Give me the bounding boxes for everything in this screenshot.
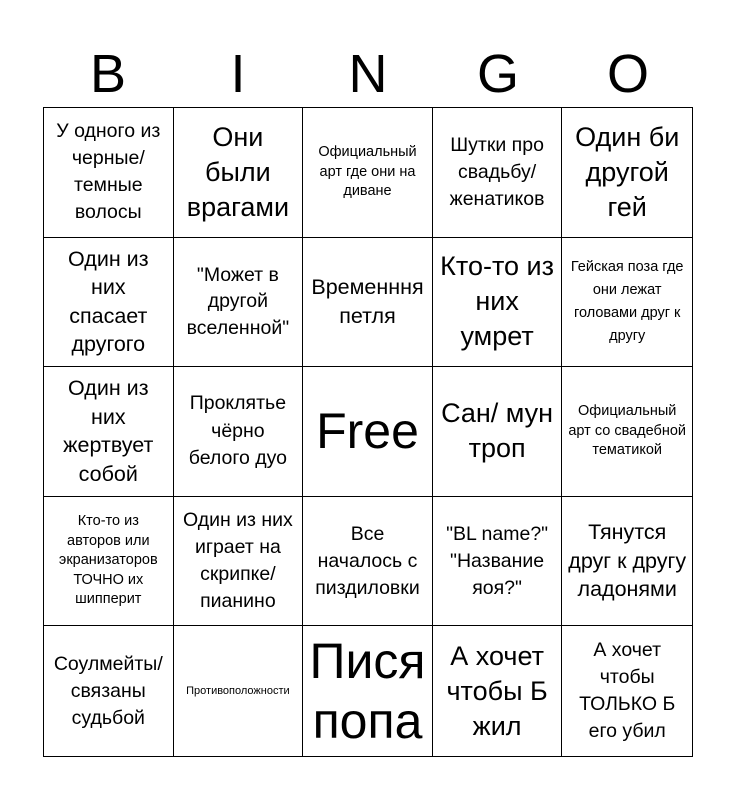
cell-text: Проклятье чёрно белого дуо [188,391,288,470]
bingo-cell-r1c5[interactable] [562,108,692,238]
bingo-cell-r3c1[interactable] [44,367,174,497]
bingo-cell-r2c3[interactable] [303,238,433,368]
header-letter-b: B [89,44,127,104]
bingo-board [43,107,693,757]
cell-text: Официальный арт где они на диване [318,143,417,200]
bingo-cell-r4c2[interactable] [174,497,304,627]
header-letter-g: G [476,44,519,104]
cell-text: Гейская поза где они лежат головами друг к другу [570,258,684,345]
bingo-cell-r2c4[interactable] [433,238,563,368]
cell-text: Соулмейты/ связаны судьбой [53,652,163,729]
cell-text: Шутки про свадьбу/ женатиков [449,133,545,210]
cell-text: У одного из черные/ темные волосы [56,120,161,224]
bingo-cell-r2c1[interactable] [44,238,174,368]
bingo-cell-r3c3[interactable] [303,367,433,497]
bingo-cell-r4c3[interactable] [303,497,433,627]
cell-text: Они были врагами [186,121,290,222]
cell-text: А хочет чтобы ТОЛЬКО Б его убил [579,639,676,743]
bingo-cell-r1c3[interactable] [303,108,433,238]
cell-text: Пися попа [309,633,426,750]
cell-text: Сан/ мун троп [441,398,554,464]
cell-text: Противоположности [186,684,290,697]
bingo-cell-r2c2[interactable] [174,238,304,368]
cell-text: Один из них играет на скрипке/ пианино [182,509,293,612]
bingo-cell-r5c2[interactable] [174,626,304,756]
cell-text: Тянутся друг к другу ладонями [568,520,687,602]
cell-text: Кто-то из них умрет [440,251,555,352]
cell-text: А хочет чтобы Б жил [446,640,548,741]
header-letter-n: N [348,44,388,104]
bingo-cell-r5c3[interactable] [303,626,433,756]
bingo-cell-r3c5[interactable] [562,367,692,497]
bingo-cell-r5c1[interactable] [44,626,174,756]
cell-text: Все началось с пиздиловки [315,522,420,599]
cell-text: Кто-то из авторов или экранизаторов ТОЧНО их шипперит [58,513,158,608]
bingo-cell-r5c5[interactable] [562,626,692,756]
header-letter-o: O [606,44,649,104]
cell-text: Временння петля [311,275,424,328]
bingo-cell-r1c1[interactable] [44,108,174,238]
cell-text: "BL name?" "Название яоя?" [446,522,549,599]
cell-text: Один из них жертвует собой [63,376,154,487]
cell-text: Один би другой гей [575,121,680,222]
cell-text: Free [316,403,419,460]
cell-text: "Может в другой вселенной" [186,263,290,340]
header-letter-i: I [230,44,246,104]
cell-text: Официальный арт со свадебной тематикой [568,403,687,459]
bingo-cell-r1c2[interactable] [174,108,304,238]
bingo-cell-r2c5[interactable] [562,238,692,368]
bingo-cell-r3c4[interactable] [433,367,563,497]
bingo-cell-r4c4[interactable] [433,497,563,627]
cell-text: Один из них спасает другого [68,246,149,357]
bingo-cell-r1c4[interactable] [433,108,563,238]
bingo-cell-r4c1[interactable] [44,497,174,627]
bingo-cell-r5c4[interactable] [433,626,563,756]
bingo-header [43,40,693,108]
bingo-cell-r4c5[interactable] [562,497,692,627]
bingo-cell-r3c2[interactable] [174,367,304,497]
